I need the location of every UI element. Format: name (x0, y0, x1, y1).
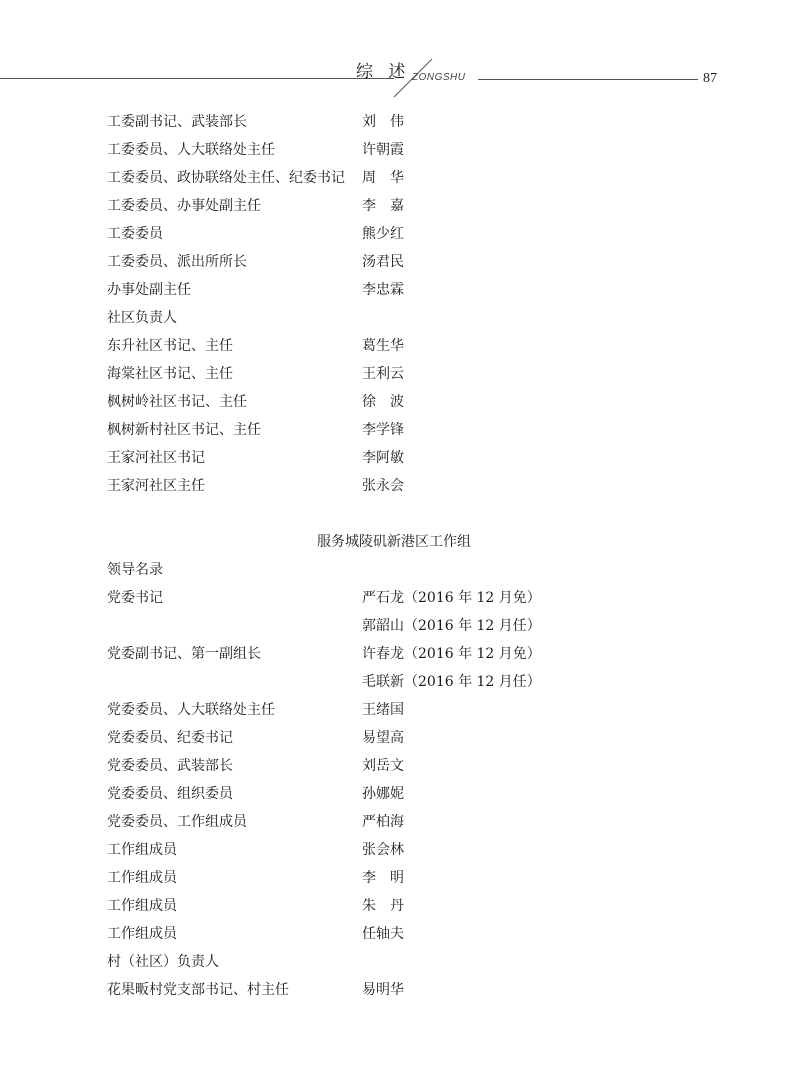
roster-row (107, 448, 707, 476)
roster-row (107, 196, 707, 224)
roster-block-village (107, 980, 707, 1008)
position-title: 工委副书记、武装部长 (107, 114, 247, 130)
header-rule-left (0, 78, 394, 79)
person-name: 孙娜妮 (362, 786, 404, 802)
running-header-title: 综 述 (356, 62, 411, 82)
roster-row (107, 868, 707, 896)
position-title: 王家河社区书记 (107, 450, 205, 466)
position-title: 工作组成员 (107, 926, 177, 942)
roster-row (107, 840, 707, 868)
roster-row (107, 616, 707, 644)
person-name: 许朝霞 (362, 142, 404, 158)
position-title: 办事处副主任 (107, 282, 191, 298)
person-name: 汤君民 (362, 254, 404, 270)
person-name: 张永会 (362, 478, 404, 494)
roster-row (107, 364, 707, 392)
roster-row (107, 588, 707, 616)
section-title: 服务城陵矶新港区工作组 (317, 534, 471, 550)
header-rule-right (478, 79, 698, 80)
position-title: 党委委员、人大联络处主任 (107, 702, 275, 718)
page-number: 87 (703, 71, 717, 86)
person-name: 易明华 (362, 982, 404, 998)
roster-row (107, 168, 707, 196)
position-title: 工委委员、派出所所长 (107, 254, 247, 270)
roster-row (107, 672, 707, 700)
person-name: 易望高 (362, 730, 404, 746)
position-title: 工委委员、办事处副主任 (107, 198, 261, 214)
section-spacer (107, 504, 707, 532)
village-leaders-heading: 村（社区）负责人 (107, 954, 219, 970)
position-title: 党委书记 (107, 590, 163, 606)
person-name: 王绪国 (362, 702, 404, 718)
leaders-heading: 领导名录 (107, 562, 163, 578)
person-name: 刘 伟 (362, 114, 404, 130)
position-title: 工作组成员 (107, 842, 177, 858)
position-title: 枫树新村社区书记、主任 (107, 422, 261, 438)
person-name: 李学锋 (362, 422, 404, 438)
roster-row (107, 784, 707, 812)
person-name: 严柏海 (362, 814, 404, 830)
position-title: 工作组成员 (107, 870, 177, 886)
person-name: 熊少红 (362, 226, 404, 242)
position-title: 党委委员、工作组成员 (107, 814, 247, 830)
position-title: 海棠社区书记、主任 (107, 366, 233, 382)
roster-block-leaders (107, 588, 707, 952)
position-title: 枫树岭社区书记、主任 (107, 394, 247, 410)
roster-row (107, 336, 707, 364)
roster-row (107, 896, 707, 924)
roster-row (107, 924, 707, 952)
position-title: 王家河社区主任 (107, 478, 205, 494)
roster-row (107, 224, 707, 252)
roster-row (107, 280, 707, 308)
person-name: 严石龙（2016 年 12 月免） (362, 590, 541, 606)
roster-row (107, 420, 707, 448)
position-title: 东升社区书记、主任 (107, 338, 233, 354)
position-title: 工作组成员 (107, 898, 177, 914)
position-title: 党委委员、武装部长 (107, 758, 233, 774)
person-name: 任轴夫 (362, 926, 404, 942)
roster-row (107, 812, 707, 840)
roster-row (107, 756, 707, 784)
person-name: 周 华 (362, 170, 404, 186)
roster-block-officials (107, 112, 707, 308)
person-name: 李阿敏 (362, 450, 404, 466)
person-name: 许春龙（2016 年 12 月免） (362, 646, 541, 662)
position-title: 花果畈村党支部书记、村主任 (107, 982, 289, 998)
position-title: 工委委员、政协联络处主任、纪委书记 (107, 170, 345, 186)
community-leaders-heading: 社区负责人 (107, 310, 177, 326)
person-name: 郭韶山（2016 年 12 月任） (362, 618, 541, 634)
roster-row (107, 980, 707, 1008)
roster-row (107, 140, 707, 168)
roster-block-community (107, 336, 707, 504)
position-title: 党委副书记、第一副组长 (107, 646, 261, 662)
person-name: 李 嘉 (362, 198, 404, 214)
roster-row (107, 392, 707, 420)
person-name: 毛联新（2016 年 12 月任） (362, 674, 541, 690)
person-name: 王利云 (362, 366, 404, 382)
roster-row (107, 644, 707, 672)
person-name: 朱 丹 (362, 898, 404, 914)
roster-content (107, 112, 707, 1008)
person-name: 葛生华 (362, 338, 404, 354)
running-header-subtitle: ZONGSHU (412, 72, 466, 83)
position-title: 工委委员 (107, 226, 163, 242)
person-name: 李忠霖 (362, 282, 404, 298)
roster-row (107, 252, 707, 280)
person-name: 徐 波 (362, 394, 404, 410)
position-title: 党委委员、纪委书记 (107, 730, 233, 746)
position-title: 工委委员、人大联络处主任 (107, 142, 275, 158)
position-title: 党委委员、组织委员 (107, 786, 233, 802)
roster-row (107, 476, 707, 504)
person-name: 刘岳文 (362, 758, 404, 774)
person-name: 张会林 (362, 842, 404, 858)
person-name: 李 明 (362, 870, 404, 886)
roster-row (107, 728, 707, 756)
roster-row (107, 700, 707, 728)
roster-row (107, 112, 707, 140)
